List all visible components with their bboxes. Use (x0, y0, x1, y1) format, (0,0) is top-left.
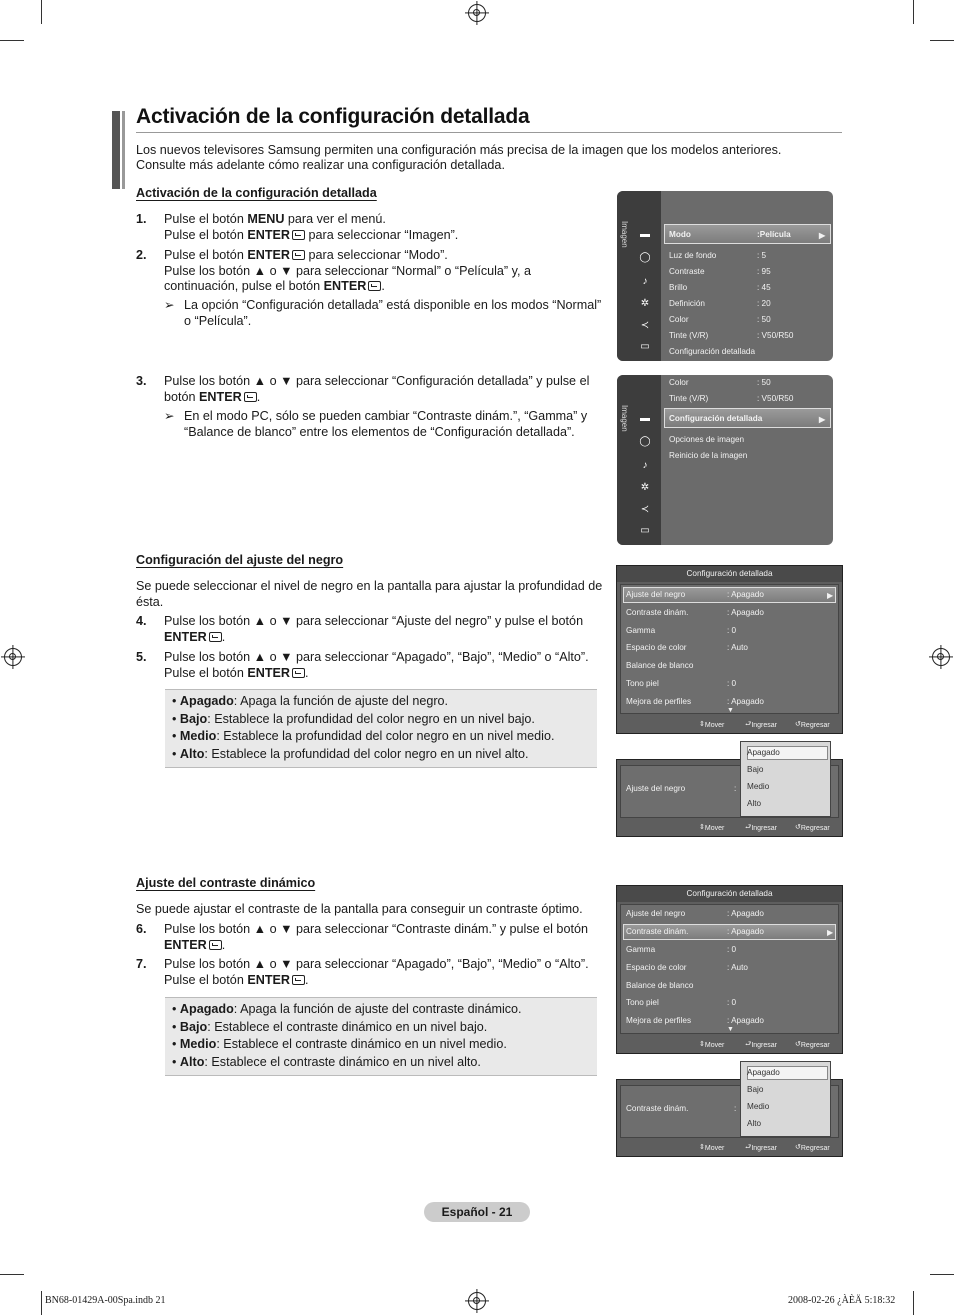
popup-option[interactable]: Bajo (747, 765, 764, 774)
enter-icon (209, 940, 222, 950)
note: ➢ En el modo PC, sólo se pueden cambiar “Contraste dinám.”, “Gamma” y “Balance de blanco” entre los elementos de “Configuración detallada”. (164, 409, 588, 439)
step-1: 1. Pulse el botón MENU para ver el menú. Pulse el botón ENTER para seleccionar “Imagen”. (136, 212, 459, 242)
panel-title: Configuración detallada (617, 566, 842, 582)
section-heading: Ajuste del contraste dinámico (136, 876, 316, 890)
scroll-down-icon: ▼ (727, 1026, 734, 1033)
bullet-item: • Bajo: Establece el contraste dinámico en un nivel bajo. (172, 1019, 488, 1034)
popup-option[interactable]: Medio (747, 782, 770, 791)
panel-footer (617, 1141, 842, 1155)
nav-return: ↺ Regresar (795, 721, 830, 729)
picture-icon: ▬ (640, 413, 650, 424)
page-number-badge: Español - 21 (424, 1202, 530, 1222)
section-heading: Activación de la configuración detallada (136, 186, 377, 200)
setup-icon: ✲ (640, 298, 650, 309)
nav-move: ⇕ Mover (699, 721, 725, 729)
step-2: 2. Pulse el botón ENTER para seleccionar “Modo”. Pulse los botón ▲ o ▼ para seleccionar “Normal” o “Película” y, a continuación, pulse el botón ENTER . (136, 248, 531, 293)
application-icon: ▭ (640, 525, 650, 536)
osd-picture-menu: Imagen ▬ ◯ ♪ ✲ ≺ ▭ Modo :Película ▶ Luz de fondo : 5 Contraste : 95 Brillo : 45 Definición : 20 Color : 50 Tinte (V/R) : V50/R50 Configuración detallada (617, 191, 833, 361)
panel-footer (617, 1038, 842, 1052)
bullet-item: • Bajo: Establece la profundidad del color negro en un nivel bajo. (172, 711, 535, 726)
step-7: 7. Pulse los botón ▲ o ▼ para seleccionar “Apagado”, “Bajo”, “Medio” o “Alto”. Pulse el botón ENTER . (136, 957, 589, 987)
step-number: 3. (136, 374, 147, 388)
step-number: 6. (136, 922, 147, 936)
accent-bar (112, 111, 120, 189)
enter-icon (292, 975, 305, 985)
nav-move: ⇕ Mover (699, 824, 725, 832)
application-icon: ▭ (640, 341, 650, 352)
crop-mark (0, 1274, 24, 1275)
channel-icon: ♪ (642, 276, 648, 287)
enter-icon (244, 392, 257, 402)
setup-icon: ✲ (640, 482, 650, 493)
nav-return: ↺ Regresar (795, 824, 830, 832)
intro-text: Los nuevos televisores Samsung permiten una configuración más precisa de la imagen que los modelos anteriores. Consulte más adelante cómo realizar una configuración detallada. (136, 143, 782, 172)
panel-footer (617, 821, 842, 835)
nav-enter: ⮐ Ingresar (745, 824, 777, 832)
step-number: 5. (136, 650, 147, 664)
panel-title: Configuración detallada (617, 886, 842, 902)
bullet-item: • Medio: Establece la profundidad del color negro en un nivel medio. (172, 729, 555, 743)
bullet-item: • Alto: Establece el contraste dinámico en un nivel alto. (172, 1054, 481, 1069)
nav-enter: ⮐ Ingresar (745, 721, 777, 729)
bullet-item: • Apagado: Apaga la función de ajuste del contraste dinámico. (172, 1002, 522, 1016)
title-rule (136, 132, 842, 133)
popup-option[interactable]: Alto (747, 1119, 762, 1128)
nav-return: ↺ Regresar (795, 1041, 830, 1049)
options-popup (740, 741, 831, 817)
step-4: 4. Pulse los botón ▲ o ▼ para seleccionar “Ajuste del negro” y pulse el botón ENTER . (136, 614, 584, 644)
page-title: Activación de la configuración detallada (136, 105, 530, 128)
step-number: 2. (136, 248, 147, 262)
sound-icon: ◯ (639, 436, 651, 447)
scroll-down-icon: ▼ (727, 707, 734, 714)
arrow-right-icon: ▶ (827, 591, 834, 600)
print-slug: BN68-01429A-00Spa.indb 21 (45, 1295, 166, 1306)
osd-side-label: Imagen (620, 405, 629, 432)
step-number: 7. (136, 957, 147, 971)
panel-footer (617, 718, 842, 732)
registration-mark-icon (468, 1292, 486, 1310)
osd-picture-menu-scrolled: Imagen ▬ ◯ ♪ ✲ ≺ ▭ Color : 50 Tinte (V/R) : V50/R50 Configuración detallada ▶ Opciones de imagen Reinicio de la imagen (617, 375, 833, 545)
enter-icon (209, 632, 222, 642)
step-number: 4. (136, 614, 147, 628)
crop-mark (913, 1291, 914, 1315)
crop-mark (930, 1274, 954, 1275)
contrast-adjust-panel: Contraste dinám. : ⇕ Mover ⮐ Ingresar ↺ Regresar (616, 1079, 843, 1157)
paragraph: Se puede seleccionar el nivel de negro en la pantalla para ajustar la profundidad de ésta. (136, 579, 603, 609)
registration-mark-icon (4, 648, 22, 666)
enter-icon (368, 281, 381, 291)
popup-option[interactable]: Apagado (747, 748, 780, 757)
enter-icon (292, 250, 305, 260)
arrow-icon: ➢ (164, 409, 175, 423)
nav-enter: ⮐ Ingresar (745, 1041, 777, 1049)
popup-option[interactable]: Alto (747, 799, 762, 808)
step-6: 6. Pulse los botón ▲ o ▼ para seleccionar “Contraste dinám.” y pulse el botón ENTER . (136, 922, 588, 952)
bullet-list (165, 997, 597, 1076)
detail-settings-panel: Configuración detallada Ajuste del negro : Apagado Contraste dinám. : Apagado ▶ Gamma : 0 Espacio de color : Auto Balance de blanco Tono piel : 0 Mejora de perfiles : Apagado ▼ ⇕ Mover ⮐ Ingresar ↺ Regresar (616, 885, 843, 1054)
crop-mark (0, 40, 24, 41)
osd-side-label: Imagen (620, 221, 629, 248)
step-5: 5. Pulse los botón ▲ o ▼ para seleccionar “Apagado”, “Bajo”, “Medio” o “Alto”. Pulse el botón ENTER . (136, 650, 589, 680)
registration-mark-icon (932, 648, 950, 666)
crop-mark (41, 0, 42, 24)
enter-icon (292, 230, 305, 240)
channel-icon: ♪ (642, 460, 648, 471)
bullet-item: • Apagado: Apaga la función de ajuste del negro. (172, 694, 449, 708)
osd-sidebar (617, 375, 661, 545)
popup-option[interactable]: Medio (747, 1102, 770, 1111)
bullet-item: • Medio: Establece el contraste dinámico en un nivel medio. (172, 1037, 507, 1051)
arrow-right-icon: ▶ (827, 928, 834, 937)
popup-option[interactable]: Bajo (747, 1085, 764, 1094)
crop-mark (913, 0, 914, 24)
arrow-right-icon: ▶ (819, 415, 826, 424)
nav-move: ⇕ Mover (699, 1144, 725, 1152)
accent-bar (122, 111, 125, 189)
registration-mark-icon (468, 4, 486, 22)
print-slug: 2008-02-26 ¿ÀÈÄ 5:18:32 (788, 1295, 896, 1306)
nav-move: ⇕ Mover (699, 1041, 725, 1049)
input-icon: ≺ (640, 320, 650, 331)
arrow-icon: ➢ (164, 298, 175, 312)
picture-icon: ▬ (640, 229, 650, 240)
options-popup (740, 1061, 831, 1137)
crop-mark (41, 1291, 42, 1315)
nav-enter: ⮐ Ingresar (745, 1144, 777, 1152)
step-3: 3. Pulse los botón ▲ o ▼ para seleccionar “Configuración detallada” y pulse el botón ENTER . (136, 374, 590, 404)
enter-icon (292, 668, 305, 678)
detail-settings-panel: Configuración detallada Ajuste del negro : Apagado ▶ Contraste dinám. : Apagado Gamma : 0 Espacio de color : Auto Balance de blanco Tono piel : 0 Mejora de perfiles : Apagado ▼ ⇕ Mover ⮐ Ingresar ↺ Regresar (616, 565, 843, 734)
nav-return: ↺ Regresar (795, 1144, 830, 1152)
crop-mark (930, 40, 954, 41)
bullet-list (165, 689, 597, 768)
step-number: 1. (136, 212, 147, 226)
note: ➢ La opción “Configuración detallada” está disponible en los modos “Normal” o “Película”. (164, 298, 602, 328)
paragraph: Se puede ajustar el contraste de la pantalla para conseguir un contraste óptimo. (136, 902, 583, 916)
arrow-right-icon: ▶ (819, 231, 826, 240)
sound-icon: ◯ (639, 252, 651, 263)
bullet-item: • Alto: Establece la profundidad del color negro en un nivel alto. (172, 746, 529, 761)
section-heading: Configuración del ajuste del negro (136, 553, 344, 567)
black-adjust-panel: Ajuste del negro : ⇕ Mover ⮐ Ingresar ↺ Regresar (616, 759, 843, 837)
osd-sidebar (617, 191, 661, 361)
popup-option[interactable]: Apagado (747, 1068, 780, 1077)
input-icon: ≺ (640, 504, 650, 515)
